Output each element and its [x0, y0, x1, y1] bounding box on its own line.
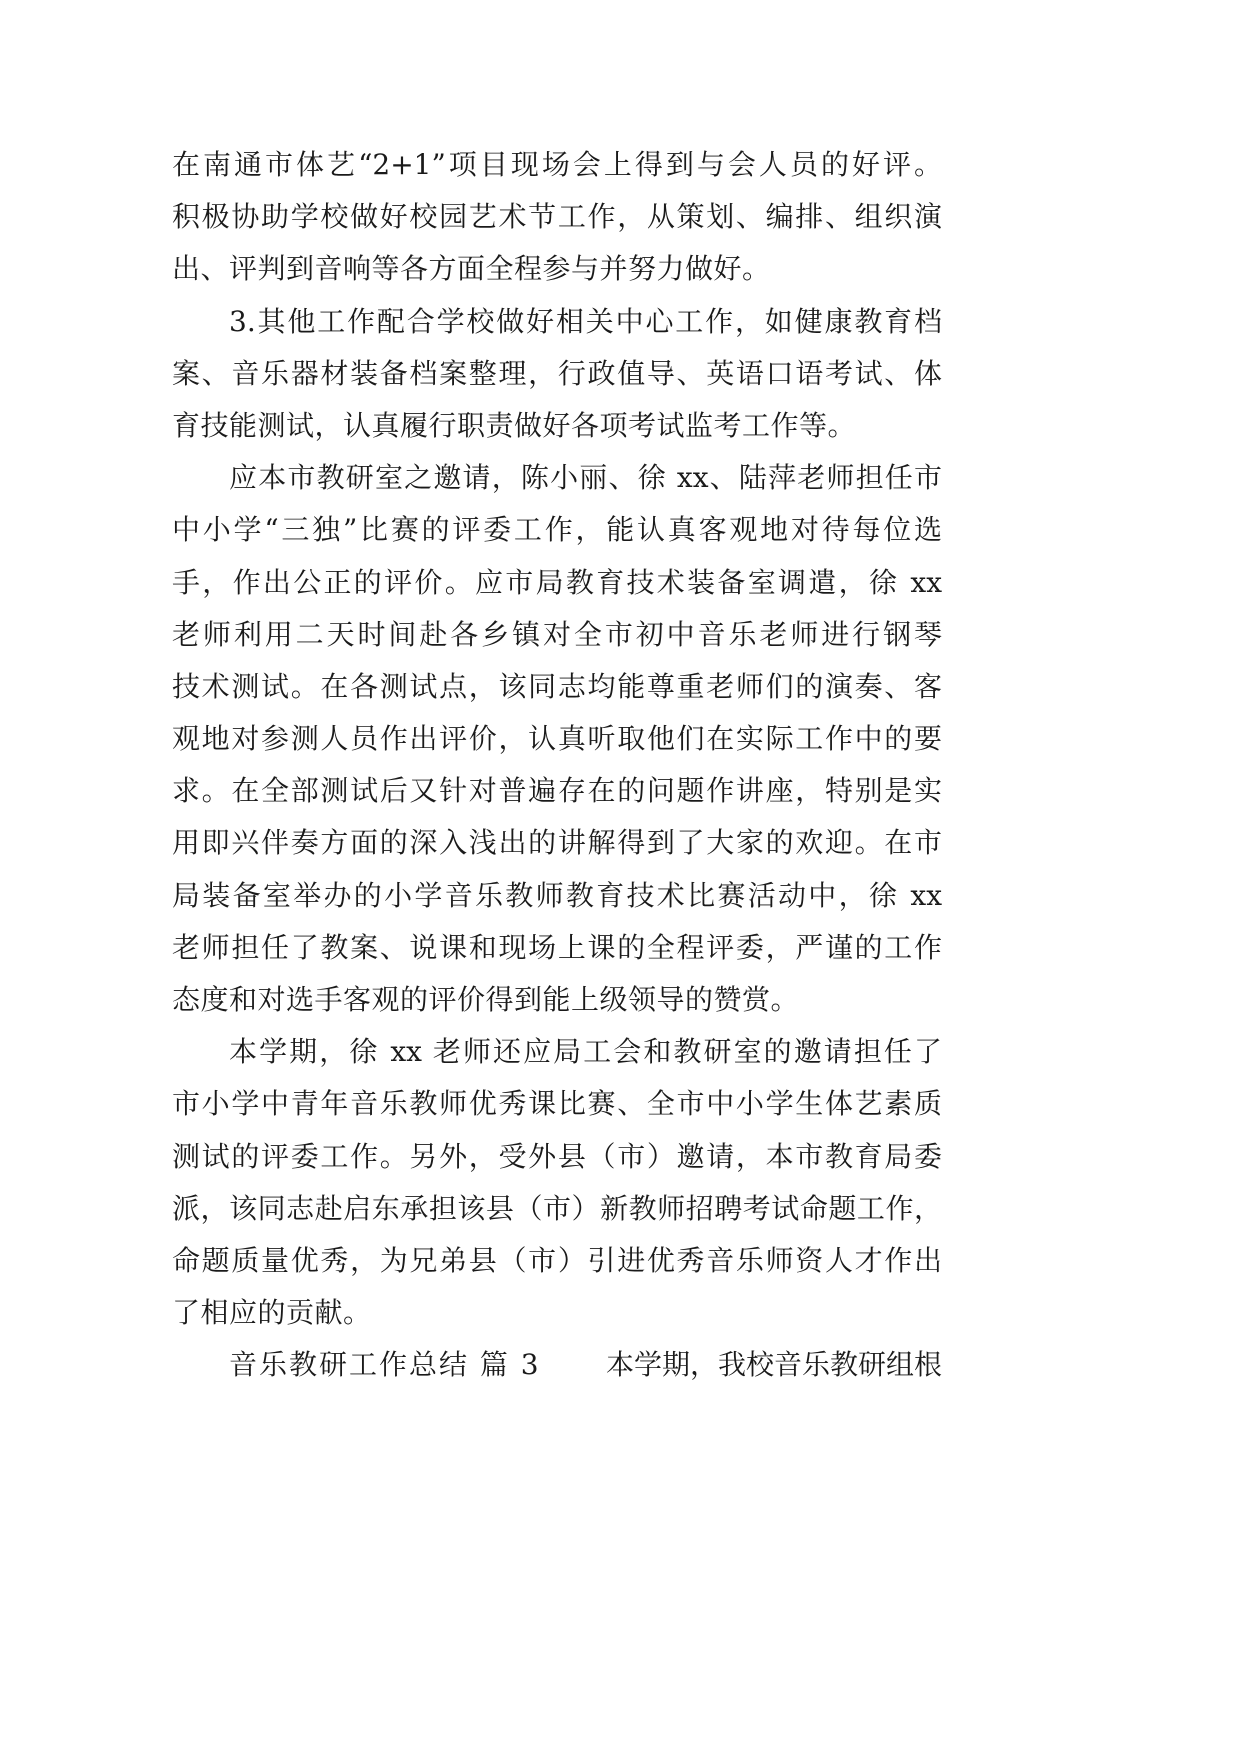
text-line: 观地对参测人员作出评价，认真听取他们在实际工作中的要	[172, 722, 942, 756]
text-line: 局装备室举办的小学音乐教师教育技术比赛活动中，徐 xx	[172, 878, 942, 912]
next-section-paragraph	[172, 1339, 942, 1391]
text-line: 案、音乐器材装备档案整理，行政值导、英语口语考试、体	[172, 356, 942, 390]
text-line: 在南通市体艺“2+1”项目现场会上得到与会人员的好评。	[172, 148, 942, 181]
text-line: 了相应的贡献。	[172, 1296, 372, 1330]
section-start-line	[172, 1339, 942, 1391]
paragraph	[172, 452, 942, 1026]
text-line: 手，作出公正的评价。应市局教育技术装备室调遣，徐 xx	[172, 565, 942, 599]
text-line: 用即兴伴奏方面的深入浅出的讲解得到了大家的欢迎。在市	[172, 826, 942, 860]
text-line: 求。在全部测试后又针对普遍存在的问题作讲座，特别是实	[172, 774, 942, 808]
text-line: 技术测试。在各测试点，该同志均能尊重老师们的演奏、客	[172, 669, 942, 703]
text-line: 命题质量优秀，为兄弟县（市）引进优秀音乐师资人才作出	[172, 1243, 942, 1277]
paragraph	[172, 1026, 942, 1339]
body-text	[172, 139, 942, 1392]
paragraph	[172, 139, 942, 296]
section-heading: 音乐教研工作总结 篇 3	[229, 1348, 541, 1382]
section-text: 本学期，我校音乐教研组根	[605, 1348, 942, 1382]
text-line: 派，该同志赴启东承担该县（市）新教师招聘考试命题工作，	[172, 1191, 942, 1225]
text-line: 市小学中青年音乐教师优秀课比赛、全市中小学生体艺素质	[172, 1087, 942, 1121]
text-line: 本学期，徐 xx 老师还应局工会和教研室的邀请担任了	[229, 1035, 942, 1069]
text-line: 出、评判到音响等各方面全程参与并努力做好。	[172, 252, 771, 286]
text-line: 积极协助学校做好校园艺术节工作，从策划、编排、组织演	[172, 200, 942, 234]
text-line: 3.其他工作配合学校做好相关中心工作，如健康教育档	[229, 304, 942, 338]
text-line: 测试的评委工作。另外，受外县（市）邀请，本市教育局委	[172, 1139, 942, 1173]
text-line: 育技能测试，认真履行职责做好各项考试监考工作等。	[172, 408, 857, 442]
text-line: 老师利用二天时间赴各乡镇对全市初中音乐老师进行钢琴	[172, 617, 942, 651]
paragraph	[172, 296, 942, 453]
text-line: 态度和对选手客观的评价得到能上级领导的赞赏。	[172, 983, 800, 1016]
text-line: 中小学“三独”比赛的评委工作，能认真客观地对待每位选	[172, 513, 942, 547]
text-line: 应本市教研室之邀请，陈小丽、徐 xx、陆萍老师担任市	[229, 461, 942, 495]
text-line: 老师担任了教案、说课和现场上课的全程评委，严谨的工作	[172, 930, 942, 964]
